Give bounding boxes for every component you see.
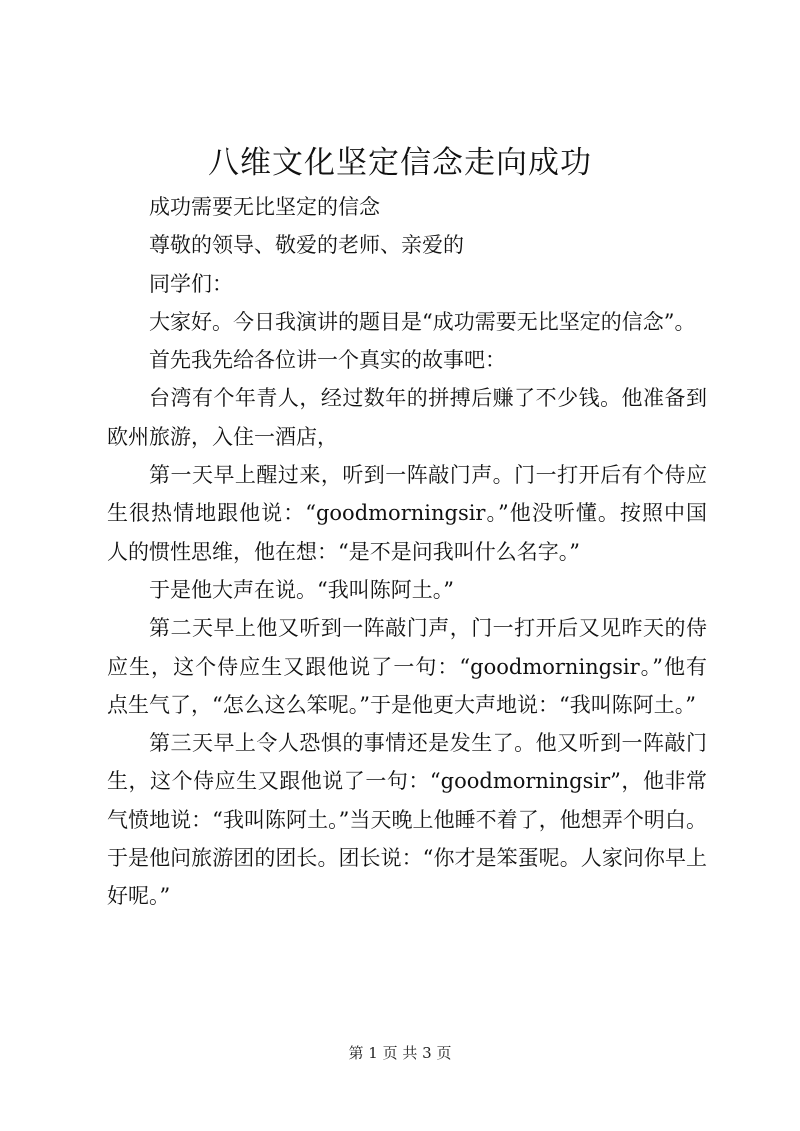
paragraph: 首先我先给各位讲一个真实的故事吧：	[149, 348, 506, 373]
paragraph: 大家好。今日我演讲的题目是“成功需要无比坚定的信念”。	[149, 309, 696, 334]
paragraph: 第三天早上令人恐惧的事情还是发生了。他又听到一阵敲门生，这个侍应生又跟他说了一句：“goodmorningsir”，他非常气愤地说：“我叫陈阿土。”当天晚上他睡不着了，他想弄个明白。于是他问旅游团的团长。团长说：“你才是笨蛋呢。人家问你早上好呢。”	[107, 731, 707, 909]
paragraph: 同学们：	[149, 271, 233, 296]
document-title: 八维文化坚定信念走向成功	[208, 145, 592, 181]
paragraph: 尊敬的领导、敬爱的老师、亲爱的	[149, 233, 464, 258]
paragraph: 第二天早上他又听到一阵敲门声，门一打开后又见昨天的侍应生，这个侍应生又跟他说了一句：“goodmorningsir。”他有点生气了，“怎么这么笨呢。”于是他更大声地说：“我叫陈阿土。”	[107, 616, 707, 717]
paragraph: 第一天早上醒过来，听到一阵敲门声。门一打开后有个侍应生很热情地跟他说：“goodmorningsir。”他没听懂。按照中国人的惯性思维，他在想：“是不是问我叫什么名字。”	[107, 463, 707, 564]
paragraph: 于是他大声在说。“我叫陈阿土。”	[149, 577, 454, 602]
page-number-footer: 第 1 页 共 3 页	[348, 1044, 452, 1062]
paragraph: 成功需要无比坚定的信念	[149, 195, 380, 219]
document-body	[107, 188, 707, 916]
paragraph: 台湾有个年青人，经过数年的拼搏后赚了不少钱。他准备到欧州旅游，入住一酒店，	[107, 386, 707, 449]
